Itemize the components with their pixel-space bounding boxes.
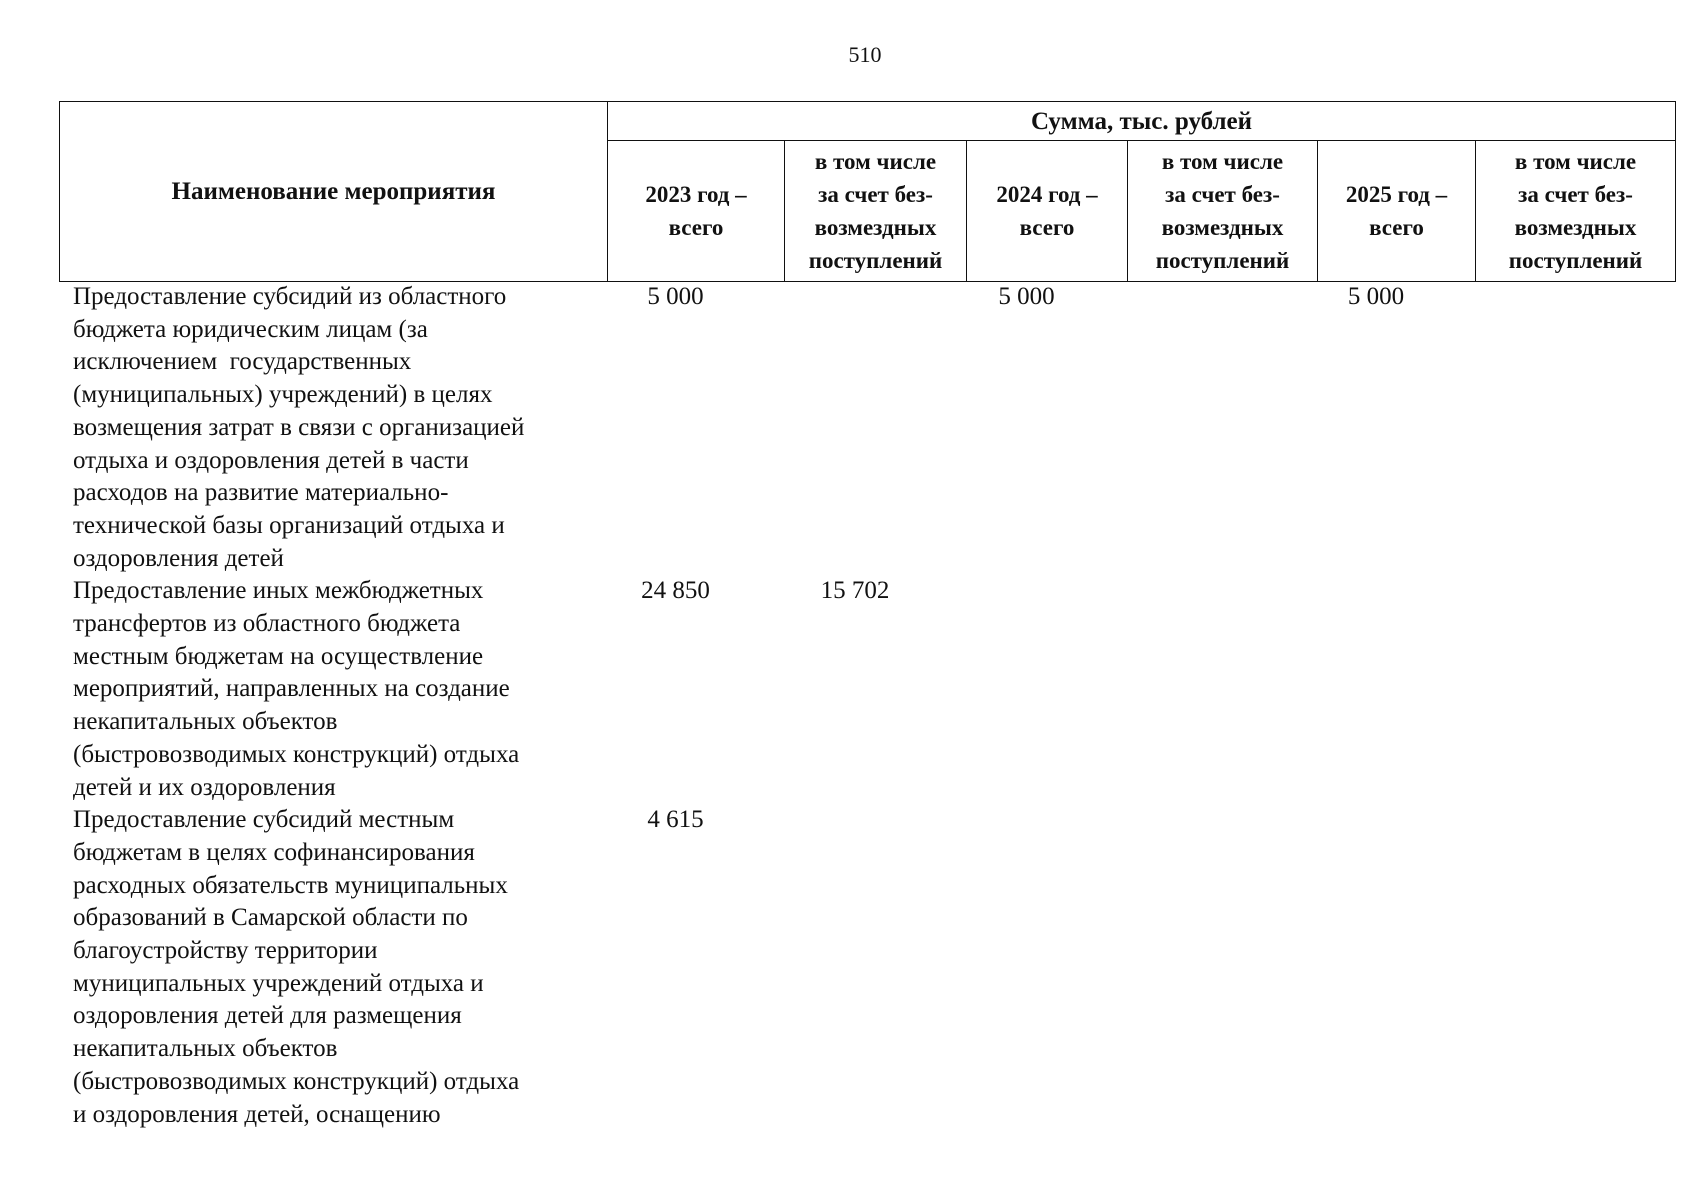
cell-2023-total: 4 615 (647, 806, 704, 834)
column-header-2025-gratuitous: в том числе за счет без- возмездных поступлений (1476, 141, 1676, 282)
column-header-2024-gratuitous: в том числе за счет без- возмездных поступлений (1128, 141, 1318, 282)
column-group-sum: Сумма, тыс. рублей (608, 102, 1676, 141)
column-header-2024-total: 2024 год – всего (967, 141, 1128, 282)
cell-2025-total: 5 000 (1347, 283, 1405, 310)
table-header (59, 101, 1676, 282)
column-header-2023-gratuitous: в том числе за счет без- возмездных поступлений (785, 141, 967, 282)
cell-2024-total: 5 000 (998, 283, 1055, 310)
column-header-2023-total: 2023 год – всего (608, 141, 785, 282)
table-row (59, 281, 1675, 575)
column-header-2025-total: 2025 год – всего (1318, 141, 1476, 282)
table-body (59, 281, 1675, 1131)
row-name: Предоставление иных межбюджетных трансфертов из областного бюджета местным бюджетам на осуществление мероприятий, направленных на создание некапитальных объектов (быстровозводимых конструкций) отдыха детей и их оздоровления (73, 577, 520, 801)
row-name: Предоставление субсидий из областного бюджета юридическим лицам (за исключением государственных (муниципальных) учреждений) в целях возмещения затрат в связи с организацией отдыха и оздоровления детей в части расходов на развитие материально- технической базы организаций отдыха и оздоровления детей (73, 283, 525, 572)
row-name: Предоставление субсидий местным бюджетам в целях софинансирования расходных обязательств муниципальных образований в Самарской области по благоустройству территории муниципальных учреждений отдыха и оздоровления детей для размещения некапитальных объектов (быстровозводимых конструкций) отдыха и оздоровления детей, оснащению (73, 806, 520, 1128)
page-number: 510 (848, 42, 882, 67)
column-header-name: Наименование мероприятия (60, 102, 608, 282)
cell-2023-gratuitous: 15 702 (820, 577, 890, 605)
table-row (59, 575, 1675, 804)
cell-2023-total: 5 000 (647, 283, 704, 310)
table-row (59, 804, 1675, 1131)
cell-2023-total: 24 850 (641, 577, 710, 605)
